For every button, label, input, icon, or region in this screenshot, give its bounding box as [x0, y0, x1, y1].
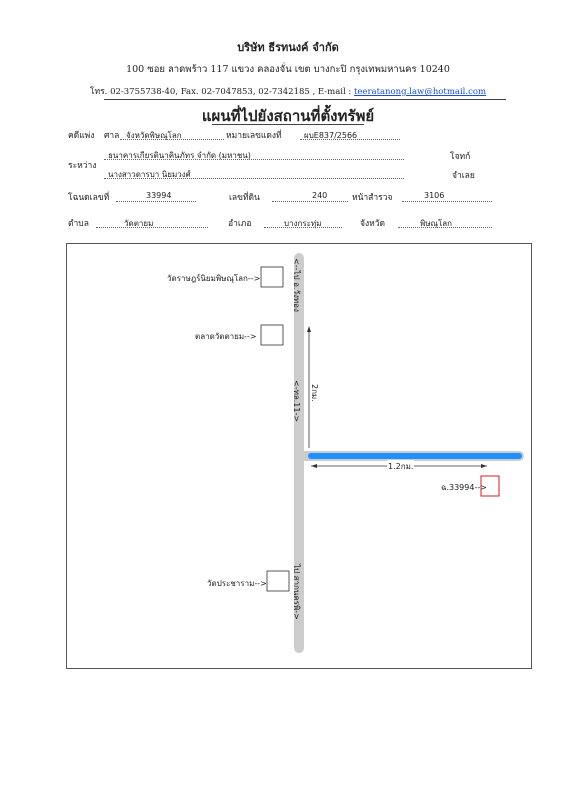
landmark-1-box [261, 267, 283, 287]
survey-field-line [402, 201, 492, 202]
plaintiff-value: ธนาคารเกียรตินาคินภัทร จำกัด (มหาชน) [108, 151, 251, 160]
deed-value: 33994 [146, 191, 172, 200]
land-no-value: 240 [312, 191, 328, 200]
province-value: พิษณุโลก [420, 219, 453, 228]
case-label: คดีแพ่ง [68, 131, 95, 141]
subdistrict-value: วัดตายม [124, 219, 154, 228]
horizontal-distance-arrow-right [481, 464, 487, 468]
land-no-field-line [272, 201, 348, 202]
subdistrict-label: ตำบล [68, 219, 89, 229]
deed-field-line [116, 201, 196, 202]
contact-phone-fax: โทร. 02-3755738-40, Fax. 02-7047853, 02-7342185 , E-mail : [89, 87, 354, 97]
district-label: อำเภอ [228, 219, 252, 229]
road-name-label: <-ทล.11-> [292, 380, 301, 423]
province-label: จังหวัด [360, 219, 386, 229]
horizontal-distance-label: 1.2กม. [388, 462, 414, 471]
survey-label: หน้าสำรวจ [352, 193, 393, 203]
vertical-distance-arrow-top [307, 326, 311, 332]
target-plot-label: ฉ.33994--> [441, 483, 487, 492]
deed-label: โฉนดเลขที่ [68, 193, 110, 203]
horizontal-distance-arrow-left [311, 464, 317, 468]
court-value: จังหวัดพิษณุโลก [126, 131, 182, 140]
page-title: แผนที่ไปยังสถานที่ตั้งทรัพย์ [201, 107, 375, 125]
location-map [66, 243, 532, 669]
black-no-label: หมายเลขแดงที่ [226, 131, 282, 141]
plaintiff-label: โจทก์ [450, 152, 471, 162]
landmark-1-label: วัดราษฎร์นิยมพิษณุโลก--> [167, 274, 261, 283]
vertical-distance-label: 2กม. [310, 384, 319, 402]
road-bottom-label: ไป สากนครพิ-> [292, 564, 301, 620]
landmark-2-label: ตลาดวัดตายม--> [195, 332, 257, 341]
land-no-label: เลขที่ดิน [229, 193, 260, 203]
court-label: ศาล [104, 131, 120, 141]
landmark-3-box [267, 571, 289, 591]
defendant-label: จำเลย [452, 171, 475, 181]
landmark-2-box [261, 325, 283, 345]
company-name: บริษัท ธีรทนงค์ จำกัด [237, 41, 339, 54]
between-label: ระหว่าง [68, 161, 97, 171]
landmark-3-label: วัดประชาราม--> [207, 579, 267, 588]
district-value: บางกระทุ่ม [284, 219, 322, 228]
black-no-value: ผบE837/2566 [304, 131, 358, 140]
company-address: 100 ซอย ลาดพร้าว 117 แขวง คลองจั่น เขต บางกะปิ กรุงเทพมหานคร 10240 [126, 64, 450, 75]
case-form [0, 0, 576, 240]
road-top-label: <--ไป อ.วังทอง [292, 258, 301, 312]
defendant-value: นางสาวดารบา นิยมวงศ์ [108, 170, 191, 179]
survey-value: 3106 [424, 191, 445, 200]
contact-email-link[interactable]: teeratanong.law@hotmail.com [353, 87, 487, 97]
